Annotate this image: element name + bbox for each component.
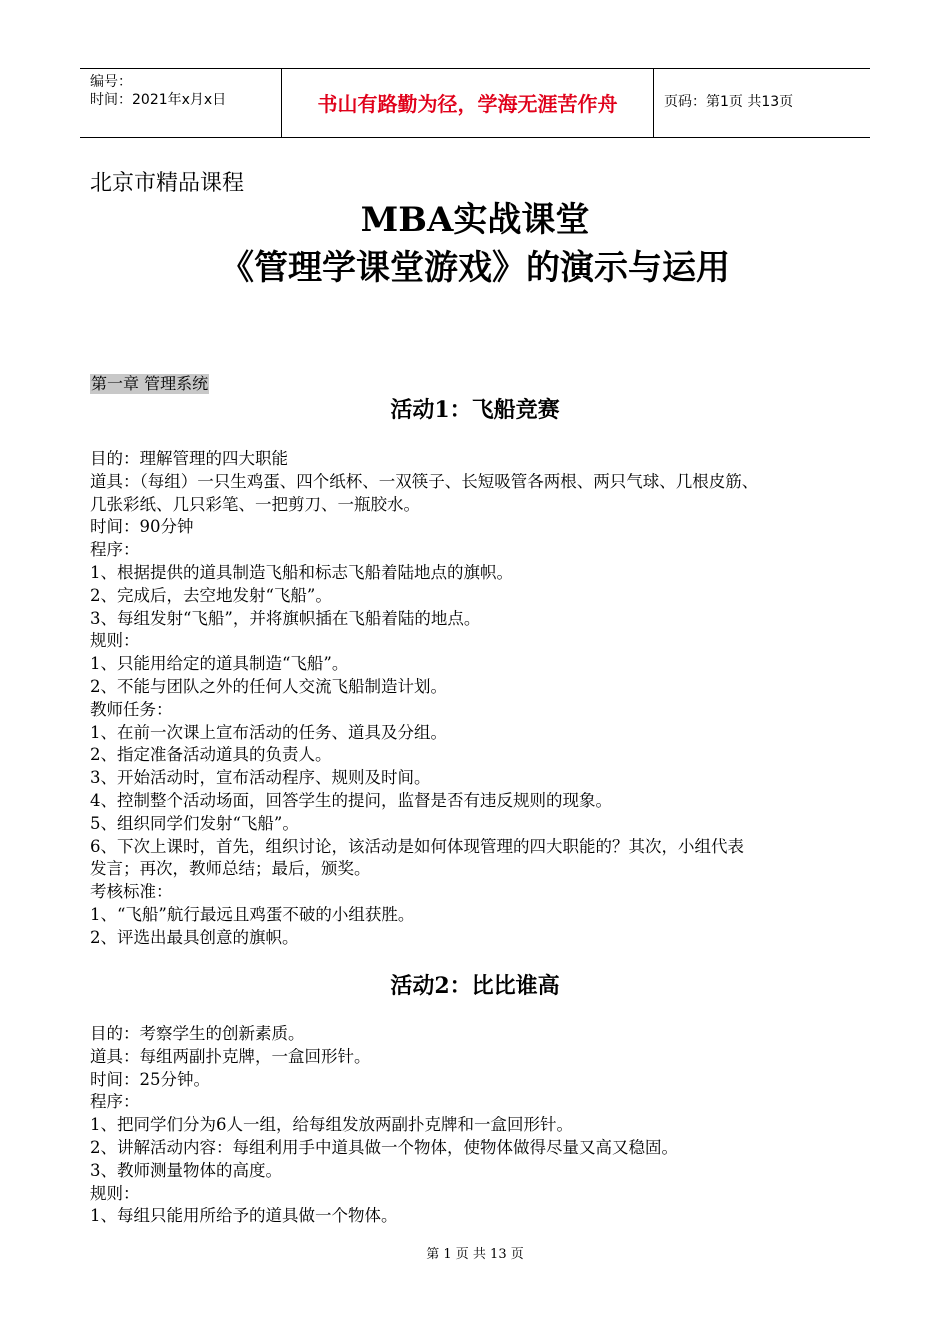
body-line: 规则： [90,1183,140,1203]
course-label: 北京市精品课程 [90,171,245,196]
body-line: 1、根据提供的道具制造飞船和标志飞船着陆地点的旗帜。 [90,562,513,582]
document-title: MBA实战课堂 [360,200,590,240]
document-subtitle: 《管理学课堂游戏》的演示与运用 [220,248,730,288]
body-line: 发言；再次，教师总结；最后，颁奖。 [90,859,371,879]
body-line: 道具：每组两副扑克牌，一盒回形针。 [90,1046,371,1066]
body-line: 3、开始活动时，宣布活动程序、规则及时间。 [90,768,431,788]
header-motto-cell [282,69,654,137]
body-line: 教师任务： [90,699,173,719]
body-line: 时间：25分钟。 [90,1069,210,1089]
document-date-label: 时间：2021年x月x日 [90,92,227,108]
header-page-info: 页码：第1页 共13页 [664,94,794,110]
header-motto: 书山有路勤为径，学海无涯苦作舟 [317,92,618,116]
body-line: 目的：理解管理的四大职能 [90,449,288,468]
activity-1-body [90,448,872,950]
body-line: 5、组织同学们发射“飞船”。 [90,813,299,833]
chapter-heading: 第一章 管理系统 [91,374,209,393]
body-line: 3、每组发射“飞船”，并将旗帜插在飞船着陆的地点。 [90,608,481,628]
activity-2-body [90,1023,872,1228]
body-line: 2、不能与团队之外的任何人交流飞船制造计划。 [90,676,447,696]
body-line: 2、评选出最具创意的旗帜。 [90,927,299,947]
body-line: 程序： [90,540,140,560]
body-line: 考核标准： [90,882,173,902]
body-line: 6、下次上课时，首先，组织讨论，该活动是如何体现管理的四大职能的？其次，小组代表 [90,836,744,856]
body-line: 1、在前一次课上宣布活动的任务、道具及分组。 [90,722,447,742]
body-line: 1、“飞船”航行最远且鸡蛋不破的小组获胜。 [90,904,415,924]
body-line: 3、教师测量物体的高度。 [90,1160,282,1180]
body-line: 规则： [90,631,140,651]
page-footer: 第 1 页 共 13 页 [426,1247,524,1262]
body-line: 几张彩纸、几只彩笔、一把剪刀、一瓶胶水。 [90,494,420,514]
header-page-cell [654,69,870,137]
body-line: 道具：（每组）一只生鸡蛋、四个纸杯、一双筷子、长短吸管各两根、两只气球、几根皮筋、 [90,471,759,491]
body-line: 2、讲解活动内容：每组利用手中道具做一个物体，使物体做得尽量又高又稳固。 [90,1137,678,1157]
body-line: 1、只能用给定的道具制造“飞船”。 [90,654,349,674]
body-line: 时间：90分钟 [90,517,194,537]
activity-1-heading: 活动1：飞船竞赛 [390,397,560,423]
header-info-cell [80,69,282,137]
body-line: 1、把同学们分为6人一组，给每组发放两副扑克牌和一盒回形针。 [90,1115,573,1135]
body-line: 程序： [90,1092,140,1112]
body-line: 2、完成后，去空地发射“飞船”。 [90,585,332,605]
body-line: 2、指定准备活动道具的负责人。 [90,745,332,765]
document-number-label: 编号： [90,74,132,90]
activity-2-heading: 活动2：比比谁高 [390,973,560,999]
header-table [80,68,870,138]
body-line: 4、控制整个活动场面，回答学生的提问，监督是否有违反规则的现象。 [90,790,612,810]
body-line: 1、每组只能用所给予的道具做一个物体。 [90,1206,398,1226]
body-line: 目的：考察学生的创新素质。 [90,1024,305,1043]
